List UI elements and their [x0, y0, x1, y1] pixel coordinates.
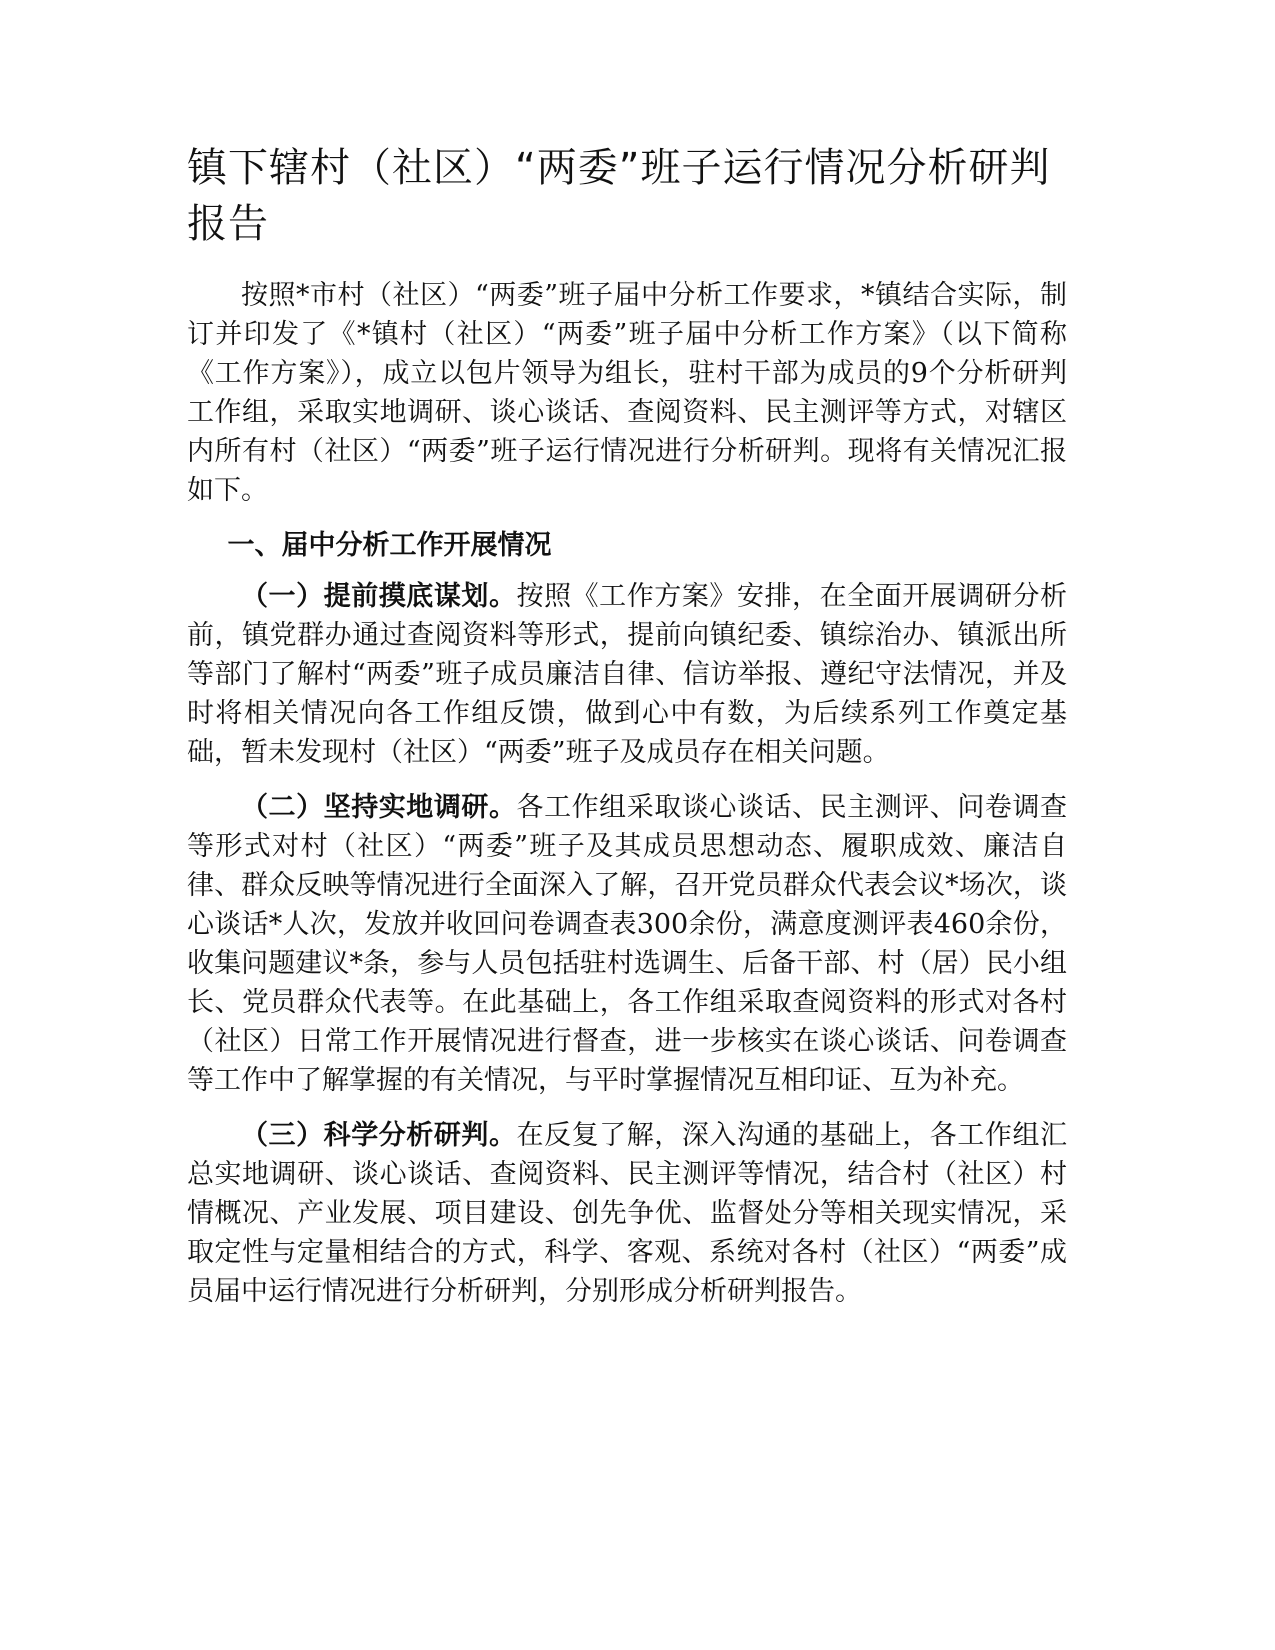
subsection-paragraph-1 — [187, 577, 1067, 772]
intro-paragraph: 按照*市村（社区）“两委”班子届中分析工作要求，*镇结合实际，制订并印发了《*镇村（社区）“两委”班子届中分析工作方案》（以下简称《工作方案》），成立以包片领导为组长，驻村干部为成员的9个分析研判工作组，采取实地调研、谈心谈话、查阅资料、民主测评等方式，对辖区内所有村（社区）“两委”班子运行情况进行分析研判。现将有关情况汇报如下。 — [187, 280, 1067, 506]
document-title: 镇下辖村（社区）“两委”班子运行情况分析研判报告 — [187, 145, 1051, 247]
subsection-text-1: 按照《工作方案》安排，在全面开展调研分析前，镇党群办通过查阅资料等形式，提前向镇纪委、镇综治办、镇派出所等部门了解村“两委”班子成员廉洁自律、信访举报、遵纪守法情况，并及时将相关情况向各工作组反馈，做到心中有数，为后续系列工作奠定基础，暂未发现村（社区）“两委”班子及成员存在相关问题。 — [187, 581, 1068, 768]
subsection-text-2: 各工作组采取谈心谈话、民主测评、问卷调查等形式对村（社区）“两委”班子及其成员思想动态、履职成效、廉洁自律、群众反映等情况进行全面深入了解，召开党员群众代表会议*场次，谈心谈话*人次，发放并收回问卷调查表300余份，满意度测评表460余份，收集问题建议*条，参与人员包括驻村选调生、后备干部、村（居）民小组长、党员群众代表等。在此基础上，各工作组采取查阅资料的形式对各村（社区）日常工作开展情况进行督查，进一步核实在谈心谈话、问卷调查等工作中了解掌握的有关情况，与平时掌握情况互相印证、互为补充。 — [187, 792, 1068, 1096]
subsection-lead-2: （二）坚持实地调研。 — [241, 792, 517, 823]
subsection-lead-3: （三）科学分析研判。 — [241, 1120, 517, 1151]
subsection-paragraph-2 — [187, 788, 1067, 1100]
subsection-paragraph-3 — [187, 1116, 1067, 1311]
document-page — [187, 140, 1067, 1327]
section-heading-1: 一、届中分析工作开展情况 — [227, 530, 552, 561]
subsection-lead-1: （一）提前摸底谋划。 — [241, 581, 517, 612]
subsection-text-3: 在反复了解，深入沟通的基础上，各工作组汇总实地调研、谈心谈话、查阅资料、民主测评等情况，结合村（社区）村情概况、产业发展、项目建设、创先争优、监督处分等相关现实情况，采取定性与定量相结合的方式，科学、客观、系统对各村（社区）“两委”成员届中运行情况进行分析研判，分别形成分析研判报告。 — [187, 1120, 1068, 1307]
